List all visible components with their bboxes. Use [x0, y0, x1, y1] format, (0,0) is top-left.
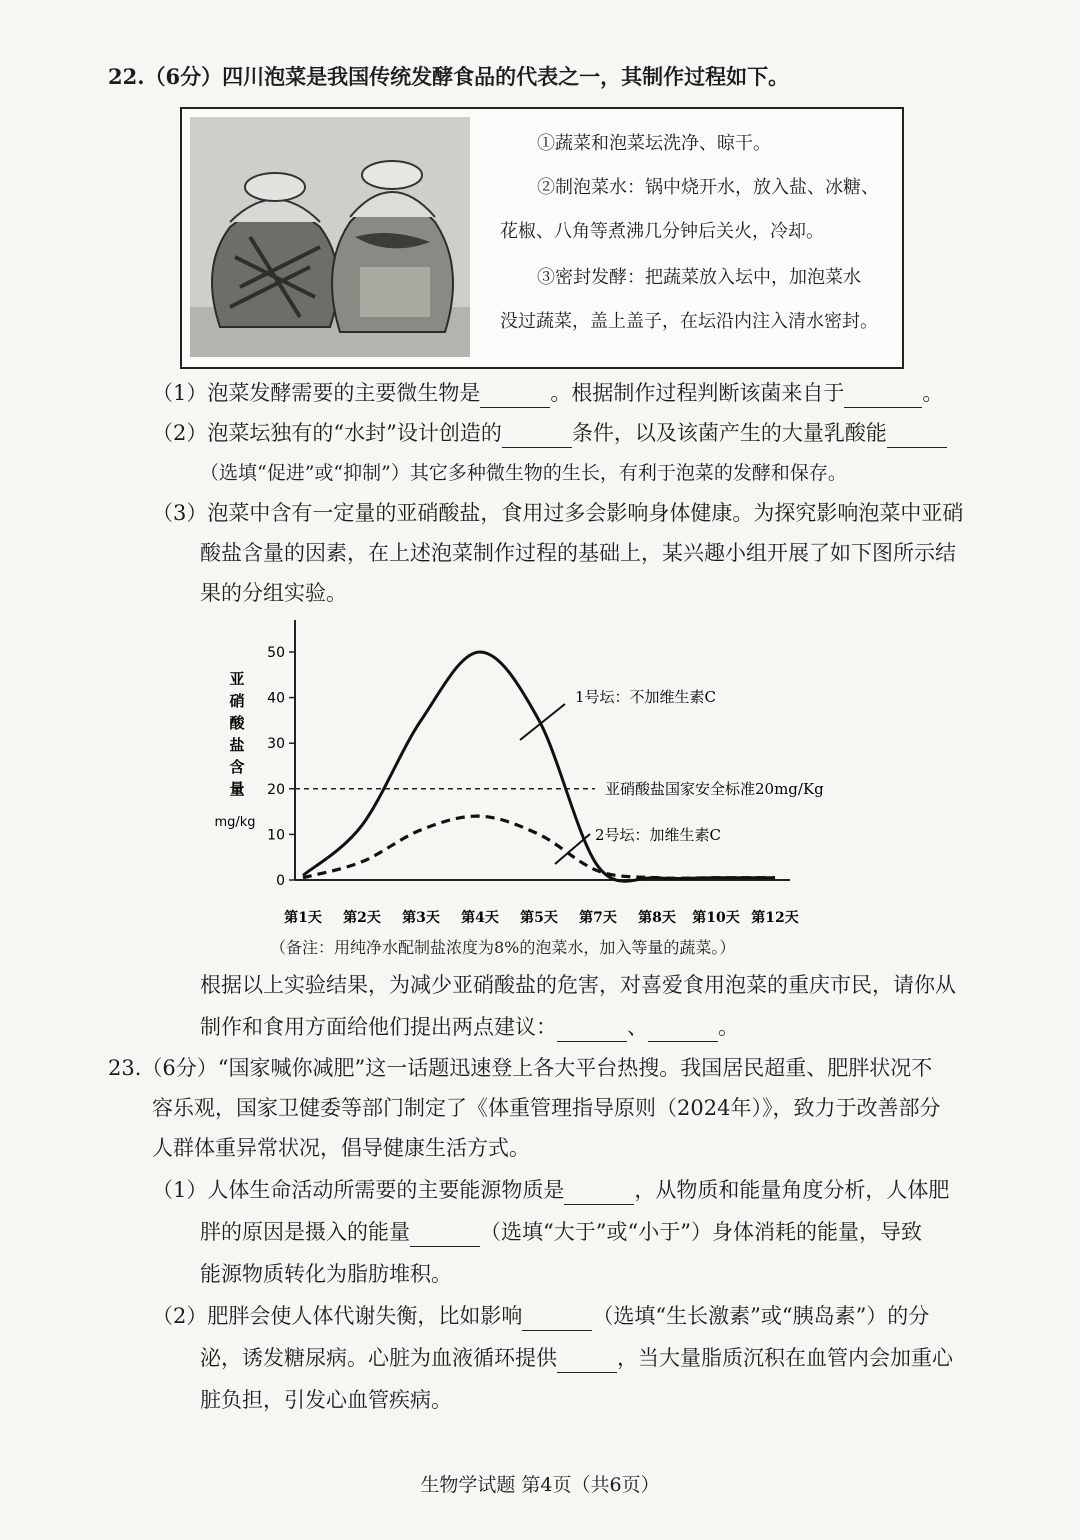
q23-p2-text-c: 泌，诱发糖尿病。心脏为血液循环提供 — [200, 1346, 557, 1370]
q22-part3-l1: （3）泡菜中含有一定量的亚硝酸盐，食用过多会影响身体健康。为探究影响泡菜中亚硝 — [152, 501, 964, 525]
q22-suggestion-blank-2[interactable] — [648, 1017, 718, 1042]
x-tick-label: 第8天 — [638, 910, 676, 926]
q23-part1-cont — [200, 1217, 922, 1247]
q23-p1-text-b: ，从物质和能量角度分析，人体肥 — [634, 1178, 950, 1202]
q22-p2-text-a: （2）泡菜坛独有的“水封”设计创造的 — [152, 421, 502, 445]
y-tick-label: 50 — [267, 645, 285, 661]
q23-p1-text-a: （1）人体生命活动所需要的主要能源物质是 — [152, 1178, 565, 1202]
q22-p1-blank-1[interactable] — [480, 383, 550, 408]
y-tick-label: 20 — [267, 781, 285, 798]
procedure-box — [180, 107, 904, 369]
step-3-cont: 没过蔬菜，盖上盖子，在坛沿内注入清水密封。 — [500, 311, 878, 332]
step-2-cont: 花椒、八角等煮沸几分钟后关火，冷却。 — [500, 221, 824, 242]
q22-p1-text-b: 。根据制作过程判断该菌来自于 — [550, 381, 845, 405]
q22-p2-text-b: 条件，以及该菌产生的大量乳酸能 — [571, 421, 887, 445]
q22-after-text-b: 、 — [627, 1015, 648, 1039]
q22-p1-text-c: 。 — [922, 381, 944, 405]
q22-after-l1: 根据以上实验结果，为减少亚硝酸盐的危害，对喜爱食用泡菜的重庆市民，请你从 — [200, 973, 956, 997]
y-axis-label-char: 含 — [229, 758, 245, 776]
y-tick-label: 10 — [267, 827, 285, 844]
q23-part1 — [152, 1175, 949, 1205]
q22-part2-cont: （选填“促进”或“抑制”）其它多种微生物的生长，有利于泡菜的发酵和保存。 — [200, 462, 847, 484]
x-tick-label: 第7天 — [579, 910, 617, 926]
q23-p2-text-b: （选填“生长激素”或“胰岛素”）的分 — [592, 1304, 930, 1328]
q22-stem: 22.（6分）四川泡菜是我国传统发酵食品的代表之一，其制作过程如下。 — [108, 64, 790, 89]
q22-part2 — [152, 418, 947, 448]
q23-part1-end: 能源物质转化为脂肪堆积。 — [200, 1262, 452, 1286]
q23-p2-blank-1[interactable] — [522, 1306, 592, 1331]
q23-part2 — [152, 1301, 929, 1331]
q23-part2-cont — [200, 1343, 953, 1373]
y-axis-unit: mg/kg — [214, 815, 256, 830]
q23-p1-text-d: （选填“大于”或“小于”）身体消耗的能量，导致 — [480, 1220, 922, 1244]
y-tick-label: 40 — [267, 690, 285, 707]
q22-after-l2 — [200, 1012, 739, 1042]
q23-p1-blank-2[interactable] — [410, 1222, 480, 1247]
pickle-jar-photo — [190, 117, 470, 357]
step-1: ①蔬菜和泡菜坛洗净、晾干。 — [537, 133, 771, 154]
q22-p1-blank-2[interactable] — [844, 383, 922, 408]
q22-p2-blank-2[interactable] — [887, 423, 947, 448]
q22-part3-l3: 果的分组实验。 — [200, 581, 347, 605]
q23-p2-blank-2[interactable] — [557, 1348, 617, 1373]
step-3: ③密封发酵：把蔬菜放入坛中，加泡菜水 — [537, 267, 861, 288]
q23-l2: 容乐观，国家卫健委等部门制定了《体重管理指导原则（2024年）》，致力于改善部分 — [152, 1096, 941, 1120]
chart-note: （备注：用纯净水配制盐浓度为8%的泡菜水，加入等量的蔬菜。） — [270, 938, 736, 957]
y-axis-label-char: 亚 — [229, 670, 245, 688]
q22-p2-blank-1[interactable] — [502, 423, 572, 448]
x-tick-label: 第3天 — [402, 910, 440, 926]
q23-part2-end: 脏负担，引发心血管疾病。 — [200, 1388, 452, 1412]
q22-after-text-a: 制作和食用方面给他们提出两点建议： — [200, 1015, 557, 1039]
q23-p2-text-a: （2）肥胖会使人体代谢失衡，比如影响 — [152, 1304, 523, 1328]
q23-p1-text-c: 胖的原因是摄入的能量 — [200, 1220, 410, 1244]
q22-part3-l2: 酸盐含量的因素，在上述泡菜制作过程的基础上，某兴趣小组开展了如下图所示结 — [200, 541, 956, 565]
series-1-line — [303, 652, 775, 881]
q22-suggestion-blank-1[interactable] — [557, 1017, 627, 1042]
nitrite-line-chart — [205, 612, 885, 942]
x-tick-label: 第1天 — [284, 910, 322, 926]
series-2-label: 2号坛：加维生素C — [595, 826, 722, 844]
q22-p1-text-a: （1）泡菜发酵需要的主要微生物是 — [152, 381, 481, 405]
q22-after-text-c: 。 — [718, 1015, 739, 1039]
page-footer: 生物学试题 第4页（共6页） — [420, 1474, 660, 1496]
x-tick-label: 第5天 — [520, 910, 558, 926]
q23-l3: 人群体重异常状况，倡导健康生活方式。 — [152, 1136, 530, 1160]
q22-part1 — [152, 378, 943, 408]
reference-label: 亚硝酸盐国家安全标准20mg/Kg — [605, 779, 824, 798]
q23-p1-blank-1[interactable] — [564, 1180, 634, 1205]
q23-p2-text-d: ，当大量脂质沉积在血管内会加重心 — [617, 1346, 953, 1370]
x-tick-label: 第4天 — [461, 910, 499, 926]
series-1-pointer — [520, 704, 565, 740]
x-tick-label: 第12天 — [751, 910, 799, 926]
x-tick-label: 第10天 — [692, 910, 740, 926]
step-2: ②制泡菜水：锅中烧开水，放入盐、冰糖、 — [537, 177, 879, 198]
y-axis-label-char: 硝 — [229, 692, 245, 710]
series-1-label: 1号坛：不加维生素C — [575, 688, 717, 706]
y-tick-label: 30 — [267, 736, 285, 753]
y-tick-label: 0 — [276, 873, 285, 889]
q23-l1: 23.（6分）“国家喊你减肥”这一话题迅速登上各大平台热搜。我国居民超重、肥胖状况不 — [108, 1056, 933, 1080]
y-axis-label-char: 盐 — [229, 736, 245, 754]
pickle-jars-image — [190, 117, 470, 357]
x-tick-label: 第2天 — [343, 910, 381, 926]
y-axis-label-char: 量 — [229, 780, 245, 798]
y-axis-label-char: 酸 — [229, 714, 245, 732]
